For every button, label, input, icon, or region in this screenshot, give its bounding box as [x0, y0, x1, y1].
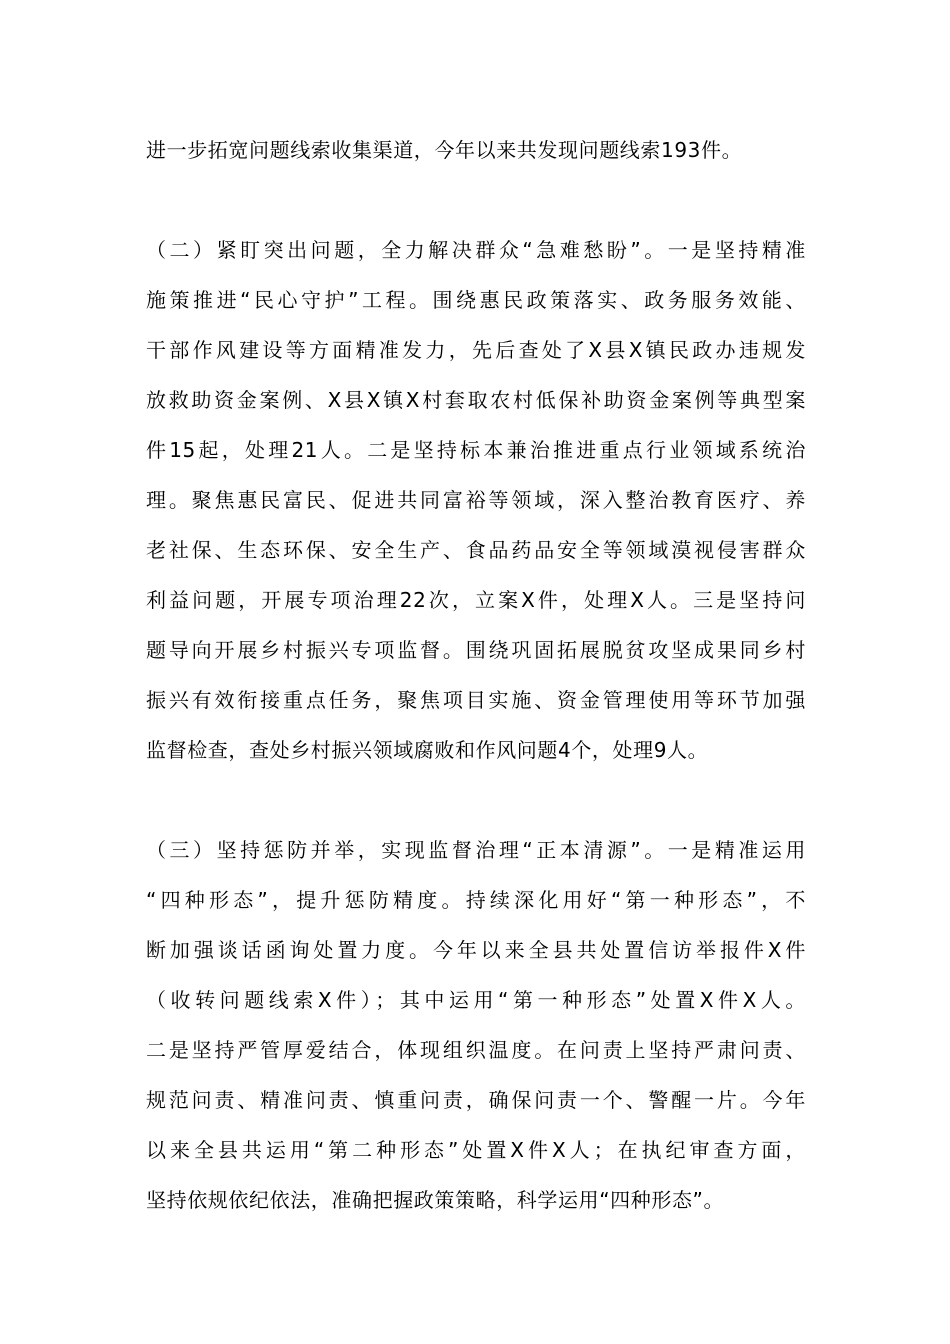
paragraph-line: （三）坚持惩防并举，实现监督治理“正本清源”。一是精准运用: [146, 838, 806, 862]
paragraph-line: 理。聚焦惠民富民、促进共同富裕等领域，深入整治教育医疗、养: [146, 488, 806, 512]
paragraph-line: 施策推进“民心守护”工程。围绕惠民政策落实、政务服务效能、: [146, 288, 806, 312]
paragraph-line: 规范问责、精准问责、慎重问责，确保问责一个、警醒一片。今年: [146, 1088, 806, 1112]
paragraph-line: 以来全县共运用“第二种形态”处置X件X人；在执纪审查方面，: [146, 1138, 806, 1162]
paragraph-line: 二是坚持严管厚爱结合，体现组织温度。在问责上坚持严肃问责、: [146, 1038, 806, 1062]
paragraph-line: 放救助资金案例、X县X镇X村套取农村低保补助资金案例等典型案: [146, 388, 806, 412]
paragraph-line: 老社保、生态环保、安全生产、食品药品安全等领域漠视侵害群众: [146, 538, 806, 562]
paragraph-line: 监督检查，查处乡村振兴领域腐败和作风问题4个，处理9人。: [146, 738, 709, 762]
paragraph-line: 题导向开展乡村振兴专项监督。围绕巩固拓展脱贫攻坚成果同乡村: [146, 638, 806, 662]
paragraph-line: 坚持依规依纪依法，准确把握政策策略，科学运用“四种形态”。: [146, 1188, 725, 1212]
paragraph-line: 干部作风建设等方面精准发力，先后查处了X县X镇民政办违规发: [146, 338, 806, 362]
paragraph-line: 件15起，处理21人。二是坚持标本兼治推进重点行业领域系统治: [146, 438, 806, 462]
paragraph-line: （收转问题线索X件）；其中运用“第一种形态”处置X件X人。: [146, 988, 806, 1012]
paragraph-line: “四种形态”，提升惩防精度。持续深化用好“第一种形态”，不: [146, 888, 806, 912]
paragraph-line: （二）紧盯突出问题，全力解决群众“急难愁盼”。一是坚持精准: [146, 238, 806, 262]
paragraph-line: 断加强谈话函询处置力度。今年以来全县共处置信访举报件X件: [146, 938, 806, 962]
paragraph-line: 利益问题，开展专项治理22次，立案X件，处理X人。三是坚持问: [146, 588, 806, 612]
paragraph-line: 振兴有效衔接重点任务，聚焦项目实施、资金管理使用等环节加强: [146, 688, 806, 712]
paragraph-line: 进一步拓宽问题线索收集渠道，今年以来共发现问题线索193件。: [146, 138, 743, 162]
